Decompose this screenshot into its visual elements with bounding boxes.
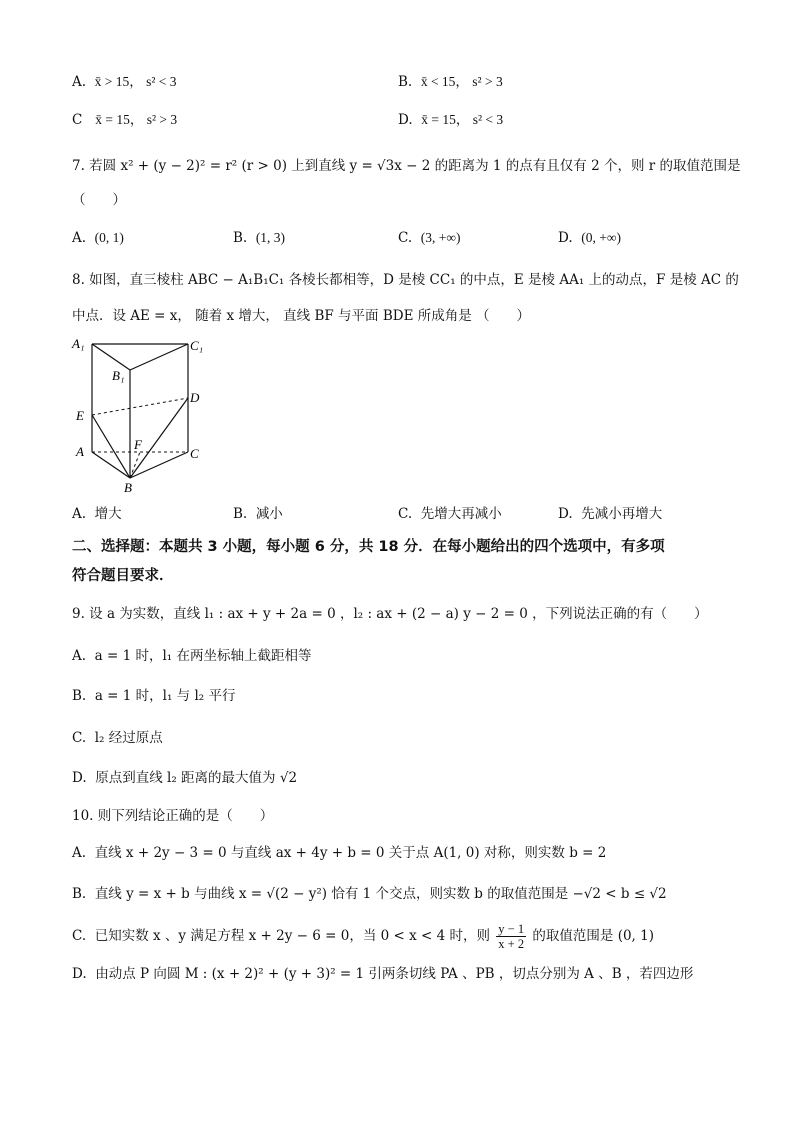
q7-option-c xyxy=(398,228,460,248)
q10-option-a xyxy=(72,843,606,863)
q10-option-c xyxy=(72,920,654,952)
q8-stem-line1: 8. 如图，直三棱柱 ABC − A₁B₁C₁ 各棱长都相等，D 是棱 CC₁ 的中点，E 是棱 AA₁ 上的动点，F 是棱 AC 的 xyxy=(72,272,739,288)
option-letter: A. xyxy=(72,230,87,246)
option-letter: D. xyxy=(72,966,87,982)
option-letter: C. xyxy=(398,230,413,246)
label-d: D xyxy=(190,390,200,405)
q7-option-b xyxy=(233,228,285,248)
q6-option-c xyxy=(72,110,177,130)
label-c1: C₁ xyxy=(190,338,204,353)
prism-figure xyxy=(70,332,220,497)
option-text: x̄ = 15， s² > 3 xyxy=(95,112,178,127)
q7-option-a xyxy=(72,228,124,248)
q8-option-d xyxy=(558,504,662,524)
label-a: A xyxy=(76,444,84,459)
option-text: x̄ = 15， s² < 3 xyxy=(421,112,504,127)
fraction-numerator: y − 1 xyxy=(498,922,525,936)
option-letter: B. xyxy=(233,230,248,246)
option-text: a = 1 时，l₁ 在两坐标轴上截距相等 xyxy=(94,648,312,664)
option-letter: C. xyxy=(72,928,87,944)
option-text-before: 已知实数 x 、y 满足方程 x + 2y − 6 = 0，当 0 < x < 4 时，则 xyxy=(94,928,490,944)
option-letter: B. xyxy=(233,506,248,522)
label-a1: A₁ xyxy=(72,336,85,351)
fraction xyxy=(496,922,526,951)
option-text: 原点到直线 l₂ 距离的最大值为 √2 xyxy=(95,770,298,786)
q7-option-d xyxy=(558,228,621,248)
option-letter: B. xyxy=(398,74,413,90)
option-letter: C xyxy=(72,112,83,128)
option-letter: C. xyxy=(398,506,413,522)
q9-stem: 9. 设 a 为实数，直线 l₁ : ax + y + 2a = 0 ，l₂ : ax + (2 − a) y − 2 = 0 ，下列说法正确的有（ ） xyxy=(72,606,708,622)
q9-option-c xyxy=(72,728,163,748)
option-letter: D. xyxy=(558,506,573,522)
edge-a1-b1 xyxy=(92,344,130,370)
label-b1: B₁ xyxy=(112,368,125,383)
option-text: 增大 xyxy=(94,506,122,522)
option-letter: A. xyxy=(72,506,87,522)
q9-option-b xyxy=(72,686,235,706)
q6-option-d xyxy=(398,110,503,130)
q9-option-d xyxy=(72,768,297,788)
label-b: B xyxy=(124,480,132,495)
option-letter: C. xyxy=(72,730,87,746)
option-letter: D. xyxy=(558,230,573,246)
option-letter: B. xyxy=(72,688,87,704)
option-letter: B. xyxy=(72,886,87,902)
option-text: l₂ 经过原点 xyxy=(94,730,163,746)
q10-option-b xyxy=(72,884,667,904)
q7-stem-line2: （ ） xyxy=(72,192,126,208)
q9-option-a xyxy=(72,646,311,666)
q6-option-b xyxy=(398,72,503,92)
option-letter: A. xyxy=(72,648,87,664)
option-text: (1, 3) xyxy=(255,230,286,245)
option-letter: A. xyxy=(72,74,87,90)
option-text: x̄ < 15， s² > 3 xyxy=(420,74,503,89)
option-text: (3, +∞) xyxy=(420,230,461,245)
section2-heading-line1: 二、选择题：本题共 3 小题，每小题 6 分，共 18 分．在每小题给出的四个选项中，有多项 xyxy=(72,539,665,555)
option-text: a = 1 时，l₁ 与 l₂ 平行 xyxy=(94,688,236,704)
option-text-after: 的取值范围是 (0, 1) xyxy=(532,928,654,944)
option-text: (0, +∞) xyxy=(581,230,621,245)
segment-b-e xyxy=(92,415,130,478)
label-c: C xyxy=(190,446,199,461)
edge-a-b xyxy=(92,452,130,478)
q8-stem-line2: 中点．设 AE = x， 随着 x 增大， 直线 BF 与平面 BDE 所成角是 （ ） xyxy=(72,308,531,324)
label-f: F xyxy=(134,437,142,452)
segment-e-d-hidden xyxy=(92,398,188,415)
section2-heading-line2: 符合题目要求． xyxy=(72,568,174,584)
q8-option-c xyxy=(398,504,502,524)
option-text: 先减小再增大 xyxy=(581,506,663,522)
q8-option-b xyxy=(233,504,283,524)
edge-b1-c1 xyxy=(130,344,188,370)
option-text: 直线 y = x + b 与曲线 x = √(2 − y²) 恰有 1 个交点，则实数 b 的取值范围是 −√2 < b ≤ √2 xyxy=(94,886,667,902)
q10-option-d xyxy=(72,964,693,984)
option-text: 直线 x + 2y − 3 = 0 与直线 ax + 4y + b = 0 关于点 A(1, 0) 对称，则实数 b = 2 xyxy=(94,845,607,861)
option-text: 由动点 P 向圆 M : (x + 2)² + (y + 3)² = 1 引两条切线 PA 、PB ，切点分别为 A 、B ，若四边形 xyxy=(95,966,694,982)
q6-option-a xyxy=(72,72,177,92)
option-text: (0, 1) xyxy=(94,230,124,245)
q7-stem-line1: 7. 若圆 x² + (y − 2)² = r² (r > 0) 上到直线 y = √3x − 2 的距离为 1 的点有且仅有 2 个，则 r 的取值范围是 xyxy=(72,158,741,174)
option-letter: A. xyxy=(72,845,87,861)
option-text: 先增大再减小 xyxy=(420,506,502,522)
option-text: 减小 xyxy=(255,506,283,522)
option-letter: D. xyxy=(72,770,87,786)
q10-stem: 10. 则下列结论正确的是（ ） xyxy=(72,808,274,824)
q8-option-a xyxy=(72,504,122,524)
option-text: x̄ > 15， s² < 3 xyxy=(94,74,177,89)
option-letter: D. xyxy=(398,112,413,128)
label-e: E xyxy=(76,408,84,423)
fraction-denominator: x + 2 xyxy=(498,937,525,951)
